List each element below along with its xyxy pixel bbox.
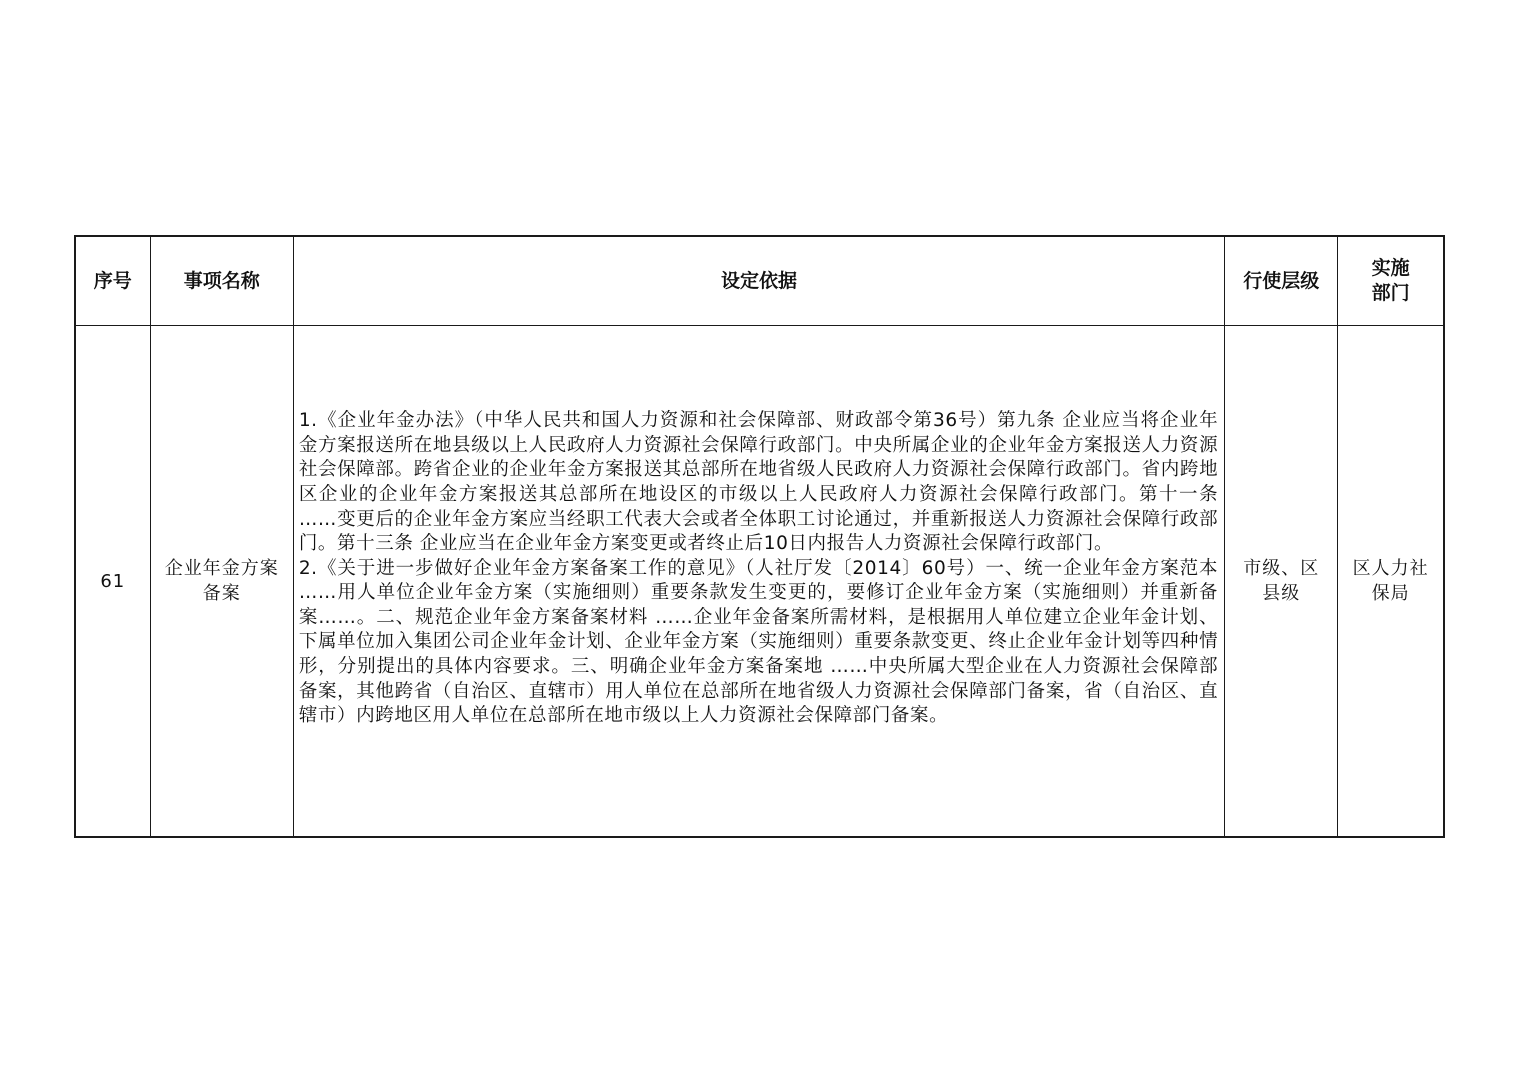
- header-dept-label: 实施 部门: [1371, 257, 1410, 304]
- row-name-value: 企业年金方案 备案: [164, 558, 279, 604]
- row-dept-value: 区人力社 保局: [1352, 558, 1429, 604]
- header-name-label: 事项名称: [183, 269, 260, 292]
- header-seq: [75, 236, 150, 326]
- table-body: [75, 326, 1444, 838]
- cell-seq: [75, 326, 150, 838]
- header-basis-label: 设定依据: [720, 269, 797, 292]
- table-row: [75, 326, 1444, 838]
- header-name: [150, 236, 293, 326]
- cell-basis: [293, 326, 1224, 838]
- cell-name: [150, 326, 293, 838]
- basis-text-block: [299, 409, 1218, 729]
- header-seq-label: 序号: [93, 269, 132, 292]
- row-level-value: 市级、区 县级: [1243, 558, 1320, 604]
- cell-dept: [1338, 326, 1444, 838]
- matters-table: [74, 235, 1445, 838]
- basis-paragraph-1: 1.《企业年金办法》（中华人民共和国人力资源和社会保障部、财政部令第36号）第九条 企业应当将企业年金方案报送所在地县级以上人民政府人力资源社会保障行政部门。中央所属企业的企业年金方案报送人力资源社会保障部。跨省企业的企业年金方案报送其总部所在地省级人民政府人力资源社会保障行政部门。省内跨地区企业的企业年金方案报送其总部所在地设区的市级以上人民政府人力资源社会保障行政部门。第十一条 ……变更后的企业年金方案应当经职工代表大会或者全体职工讨论通过，并重新报送人力资源社会保障行政部门。第十三条 企业应当在企业年金方案变更或者终止后10日内报告人力资源社会保障行政部门。: [298, 410, 1219, 555]
- table-header: [75, 236, 1444, 326]
- header-basis: [293, 236, 1224, 326]
- row-seq-value: 61: [100, 570, 126, 592]
- header-level-label: 行使层级: [1243, 269, 1320, 292]
- cell-level: [1225, 326, 1338, 838]
- header-dept: [1338, 236, 1444, 326]
- header-row: [75, 236, 1444, 326]
- header-level: [1225, 236, 1338, 326]
- basis-paragraph-2: 2.《关于进一步做好企业年金方案备案工作的意见》（人社厅发〔2014〕60号）一、统一企业年金方案范本 ……用人单位企业年金方案（实施细则）重要条款发生变更的，要修订企业年金方案（实施细则）并重新备案……。二、规范企业年金方案备案材料 ……企业年金备案所需材料，是根据用人单位建立企业年金计划、下属单位加入集团公司企业年金计划、企业年金方案（实施细则）重要条款变更、终止企业年金计划等四种情形，分别提出的具体内容要求。三、明确企业年金方案备案地 ……中央所属大型企业在人力资源社会保障部备案，其他跨省（自治区、直辖市）用人单位在总部所在地省级人力资源社会保障部门备案，省（自治区、直辖市）内跨地区用人单位在总部所在地市级以上人力资源社会保障部门备案。: [298, 557, 1219, 727]
